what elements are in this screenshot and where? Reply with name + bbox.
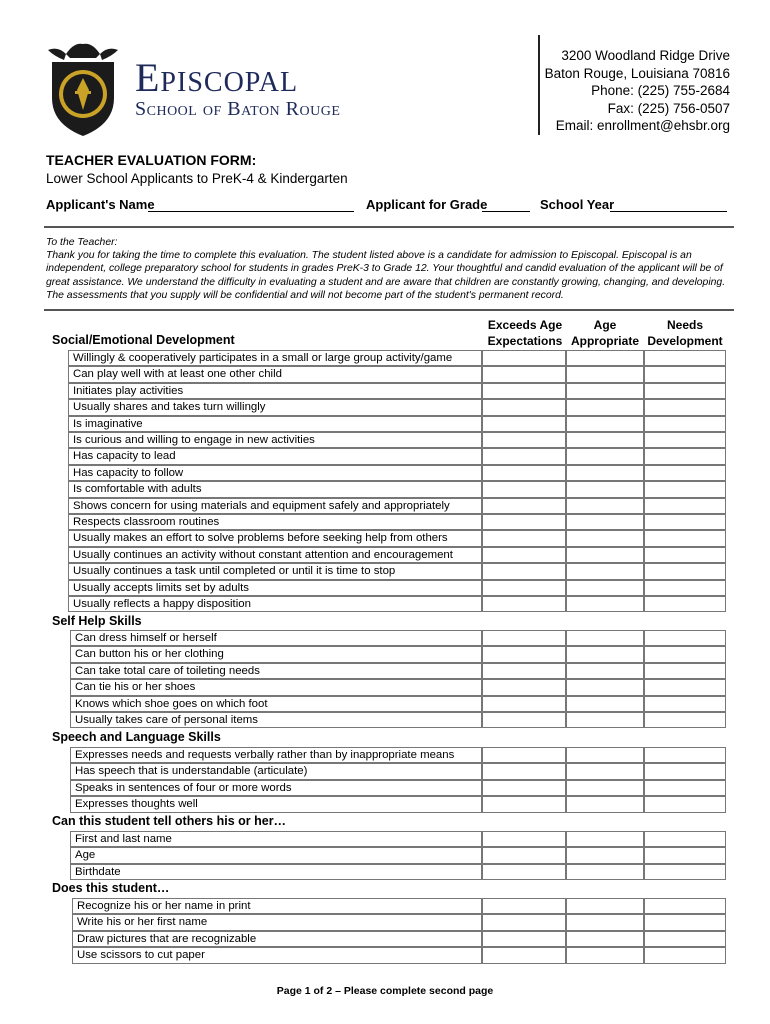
criterion-label: Is imaginative — [68, 416, 482, 432]
column-age-line2: Appropriate — [570, 333, 639, 348]
rating-needs-cell[interactable] — [644, 630, 726, 646]
rating-needs-cell[interactable] — [644, 831, 726, 847]
rating-exceeds-cell[interactable] — [482, 712, 566, 728]
school-name-line1: Episcopal — [135, 55, 299, 100]
rating-exceeds-cell[interactable] — [482, 898, 566, 914]
column-needs-line2: Development — [647, 333, 723, 348]
rating-appropriate-cell[interactable] — [566, 383, 644, 399]
rating-exceeds-cell[interactable] — [482, 646, 566, 662]
intro-text — [46, 236, 736, 302]
rating-exceeds-cell[interactable] — [482, 747, 566, 763]
rating-exceeds-cell[interactable] — [482, 498, 566, 514]
rating-needs-cell[interactable] — [644, 399, 726, 415]
criterion-label: First and last name — [70, 831, 482, 847]
criterion-label: Write his or her first name — [72, 914, 482, 930]
rating-needs-cell[interactable] — [644, 763, 726, 779]
rating-appropriate-cell[interactable] — [566, 663, 644, 679]
criterion-label: Shows concern for using materials and equipment safely and appropriately — [68, 498, 482, 514]
rating-exceeds-cell[interactable] — [482, 864, 566, 880]
rating-appropriate-cell[interactable] — [566, 763, 644, 779]
form-title: TEACHER EVALUATION FORM: — [46, 152, 257, 168]
rating-exceeds-cell[interactable] — [482, 547, 566, 563]
rating-appropriate-cell[interactable] — [566, 747, 644, 763]
criterion-label: Can play well with at least one other child — [68, 366, 482, 382]
column-exceeds-line1: Exceeds Age — [487, 318, 563, 332]
criterion-label: Knows which shoe goes on which foot — [70, 696, 482, 712]
rating-appropriate-cell[interactable] — [566, 530, 644, 546]
rating-exceeds-cell[interactable] — [482, 914, 566, 930]
criterion-label: Initiates play activities — [68, 383, 482, 399]
section-title: Does this student… — [52, 881, 170, 895]
rating-exceeds-cell[interactable] — [482, 481, 566, 497]
school-address — [545, 47, 730, 135]
intro-body: Thank you for taking the time to complete this evaluation. The student listed above is a candidate for admission to Episcopal. Episcopal is an independent, college preparatory school for students in grades PreK-3 to Grade 12. Your thoughtful and candid evaluation of the applicant will be of great assistance. We understand the difficulty in evaluating a student and are aware that children are constantly growing, changing, and developing. The assessments that you supply will be confidential and will not become part of the student's permanent record. — [46, 250, 726, 301]
criterion-label: Can button his or her clothing — [70, 646, 482, 662]
column-exceeds-line2: Expectations — [487, 333, 563, 348]
rating-exceeds-cell[interactable] — [482, 947, 566, 963]
rating-needs-cell[interactable] — [644, 596, 726, 612]
rating-appropriate-cell[interactable] — [566, 914, 644, 930]
rating-needs-cell[interactable] — [644, 780, 726, 796]
rating-needs-cell[interactable] — [644, 796, 726, 812]
rating-appropriate-cell[interactable] — [566, 498, 644, 514]
column-age-line1: Age — [593, 318, 617, 332]
rating-needs-cell[interactable] — [644, 514, 726, 530]
rating-exceeds-cell[interactable] — [482, 366, 566, 382]
rating-appropriate-cell[interactable] — [566, 432, 644, 448]
criterion-label: Birthdate — [70, 864, 482, 880]
criterion-label: Use scissors to cut paper — [72, 947, 482, 963]
criterion-label: Respects classroom routines — [68, 514, 482, 530]
criterion-label: Can dress himself or herself — [70, 630, 482, 646]
rating-appropriate-cell[interactable] — [566, 646, 644, 662]
rating-appropriate-cell[interactable] — [566, 514, 644, 530]
rating-needs-cell[interactable] — [644, 432, 726, 448]
rating-needs-cell[interactable] — [644, 914, 726, 930]
applicant-grade-label: Applicant for Grade — [366, 197, 488, 212]
rating-exceeds-cell[interactable] — [482, 763, 566, 779]
school-year-field[interactable] — [610, 199, 727, 212]
column-needs-development — [644, 318, 726, 349]
form-subtitle: Lower School Applicants to PreK-4 & Kindergarten — [46, 171, 348, 186]
criterion-label: Usually takes care of personal items — [70, 712, 482, 728]
rating-needs-cell[interactable] — [644, 448, 726, 464]
rating-exceeds-cell[interactable] — [482, 931, 566, 947]
rating-appropriate-cell[interactable] — [566, 399, 644, 415]
rating-appropriate-cell[interactable] — [566, 831, 644, 847]
criterion-label: Has capacity to follow — [68, 465, 482, 481]
rating-needs-cell[interactable] — [644, 679, 726, 695]
criterion-label: Is comfortable with adults — [68, 481, 482, 497]
rating-needs-cell[interactable] — [644, 847, 726, 863]
rating-exceeds-cell[interactable] — [482, 847, 566, 863]
rating-appropriate-cell[interactable] — [566, 596, 644, 612]
section-title: Self Help Skills — [52, 614, 142, 628]
applicant-name-label: Applicant's Name — [46, 197, 155, 212]
rating-appropriate-cell[interactable] — [566, 366, 644, 382]
rating-needs-cell[interactable] — [644, 547, 726, 563]
criterion-label: Recognize his or her name in print — [72, 898, 482, 914]
rating-exceeds-cell[interactable] — [482, 831, 566, 847]
rating-exceeds-cell[interactable] — [482, 780, 566, 796]
address-fax: Fax: (225) 756-0507 — [607, 100, 730, 116]
rating-appropriate-cell[interactable] — [566, 864, 644, 880]
rating-appropriate-cell[interactable] — [566, 416, 644, 432]
column-age-appropriate — [566, 318, 644, 349]
criterion-label: Usually makes an effort to solve problems before seeking help from others — [68, 530, 482, 546]
rating-appropriate-cell[interactable] — [566, 350, 644, 366]
school-crest-logo — [44, 38, 122, 138]
applicant-grade-field[interactable] — [482, 199, 530, 212]
section-title: Can this student tell others his or her… — [52, 814, 287, 828]
rating-exceeds-cell[interactable] — [482, 383, 566, 399]
rating-needs-cell[interactable] — [644, 563, 726, 579]
criterion-label: Usually shares and takes turn willingly — [68, 399, 482, 415]
criterion-label: Can take total care of toileting needs — [70, 663, 482, 679]
criterion-label: Usually continues an activity without constant attention and encouragement — [68, 547, 482, 563]
intro-divider — [44, 309, 734, 311]
address-phone: Phone: (225) 755-2684 — [591, 83, 730, 98]
rating-appropriate-cell[interactable] — [566, 465, 644, 481]
rating-needs-cell[interactable] — [644, 481, 726, 497]
school-year-label: School Year — [540, 197, 615, 212]
top-divider — [44, 226, 734, 228]
criterion-label: Is curious and willing to engage in new activities — [68, 432, 482, 448]
criterion-label: Usually accepts limits set by adults — [68, 580, 482, 596]
rating-appropriate-cell[interactable] — [566, 448, 644, 464]
school-name-line2: School of Baton Rouge — [135, 98, 341, 120]
rating-needs-cell[interactable] — [644, 465, 726, 481]
rating-needs-cell[interactable] — [644, 696, 726, 712]
rating-needs-cell[interactable] — [644, 498, 726, 514]
rating-appropriate-cell[interactable] — [566, 931, 644, 947]
rating-needs-cell[interactable] — [644, 747, 726, 763]
rating-appropriate-cell[interactable] — [566, 547, 644, 563]
rating-appropriate-cell[interactable] — [566, 630, 644, 646]
rating-exceeds-cell[interactable] — [482, 630, 566, 646]
rating-needs-cell[interactable] — [644, 864, 726, 880]
criterion-label: Expresses needs and requests verbally rather than by inappropriate means — [70, 747, 482, 763]
rating-appropriate-cell[interactable] — [566, 696, 644, 712]
criterion-label: Expresses thoughts well — [70, 796, 482, 812]
criterion-label: Usually continues a task until completed or until it is time to stop — [68, 563, 482, 579]
rating-exceeds-cell[interactable] — [482, 796, 566, 812]
rating-exceeds-cell[interactable] — [482, 416, 566, 432]
criterion-label: Draw pictures that are recognizable — [72, 931, 482, 947]
rating-needs-cell[interactable] — [644, 366, 726, 382]
rating-exceeds-cell[interactable] — [482, 432, 566, 448]
rating-exceeds-cell[interactable] — [482, 350, 566, 366]
rating-exceeds-cell[interactable] — [482, 679, 566, 695]
section-title: Speech and Language Skills — [52, 730, 221, 744]
rating-exceeds-cell[interactable] — [482, 514, 566, 530]
criterion-label: Willingly & cooperatively participates in a small or large group activity/game — [68, 350, 482, 366]
applicant-name-field[interactable] — [148, 199, 354, 212]
address-street: 3200 Woodland Ridge Drive — [561, 48, 730, 63]
rating-appropriate-cell[interactable] — [566, 563, 644, 579]
school-name — [135, 55, 341, 120]
rating-exceeds-cell[interactable] — [482, 530, 566, 546]
rating-exceeds-cell[interactable] — [482, 399, 566, 415]
rating-exceeds-cell[interactable] — [482, 465, 566, 481]
rating-appropriate-cell[interactable] — [566, 796, 644, 812]
rating-exceeds-cell[interactable] — [482, 696, 566, 712]
section-title: Social/Emotional Development — [52, 333, 235, 347]
rating-exceeds-cell[interactable] — [482, 596, 566, 612]
rating-needs-cell[interactable] — [644, 416, 726, 432]
column-needs-line1: Needs — [666, 318, 704, 332]
rating-needs-cell[interactable] — [644, 898, 726, 914]
criterion-label: Has speech that is understandable (articulate) — [70, 763, 482, 779]
rating-needs-cell[interactable] — [644, 383, 726, 399]
criterion-label: Can tie his or her shoes — [70, 679, 482, 695]
rating-exceeds-cell[interactable] — [482, 448, 566, 464]
rating-appropriate-cell[interactable] — [566, 580, 644, 596]
criterion-label: Speaks in sentences of four or more words — [70, 780, 482, 796]
rating-needs-cell[interactable] — [644, 646, 726, 662]
criterion-label: Usually reflects a happy disposition — [68, 596, 482, 612]
rating-appropriate-cell[interactable] — [566, 898, 644, 914]
criterion-label: Has capacity to lead — [68, 448, 482, 464]
rating-exceeds-cell[interactable] — [482, 663, 566, 679]
intro-greeting: To the Teacher: — [46, 237, 118, 248]
rating-appropriate-cell[interactable] — [566, 780, 644, 796]
rating-needs-cell[interactable] — [644, 580, 726, 596]
page-footer: Page 1 of 2 – Please complete second page — [276, 985, 494, 997]
rating-appropriate-cell[interactable] — [566, 712, 644, 728]
criterion-label: Age — [70, 847, 482, 863]
column-exceeds-age — [484, 318, 566, 349]
rating-appropriate-cell[interactable] — [566, 679, 644, 695]
rating-exceeds-cell[interactable] — [482, 580, 566, 596]
rating-needs-cell[interactable] — [644, 712, 726, 728]
rating-needs-cell[interactable] — [644, 931, 726, 947]
rating-needs-cell[interactable] — [644, 350, 726, 366]
rating-appropriate-cell[interactable] — [566, 481, 644, 497]
address-email[interactable]: Email: enrollment@ehsbr.org — [555, 118, 730, 133]
rating-needs-cell[interactable] — [644, 663, 726, 679]
rating-needs-cell[interactable] — [644, 947, 726, 963]
rating-needs-cell[interactable] — [644, 530, 726, 546]
address-city: Baton Rouge, Louisiana 70816 — [544, 65, 730, 81]
rating-appropriate-cell[interactable] — [566, 947, 644, 963]
rating-exceeds-cell[interactable] — [482, 563, 566, 579]
header-divider — [538, 35, 540, 135]
rating-appropriate-cell[interactable] — [566, 847, 644, 863]
